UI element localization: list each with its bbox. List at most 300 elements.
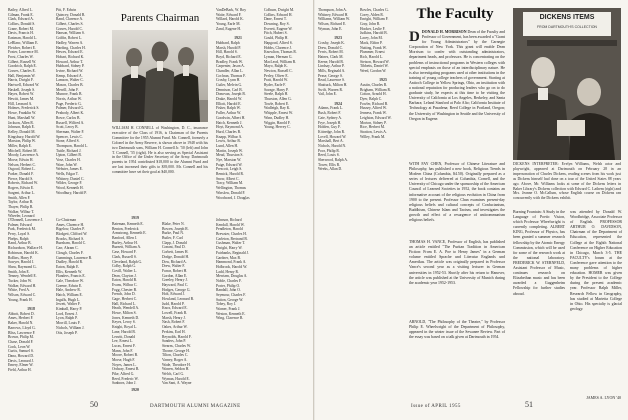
name-entry: Morse, Hugh F. bbox=[112, 357, 136, 362]
name-entry: Davis, Leonard J. bbox=[8, 358, 35, 363]
name-entry: Richardson, Wallace H. bbox=[8, 246, 43, 251]
name-entry: Stratton, Lewis A. bbox=[360, 129, 387, 134]
name-entry: Nichols, Harold N. bbox=[318, 143, 347, 148]
name-entry: Hayward, Paul C. bbox=[162, 282, 189, 287]
name-entry: Cochran, Thomas F. bbox=[216, 73, 246, 78]
name-entry: Webster, James E. bbox=[56, 167, 83, 172]
faculty-intro bbox=[409, 30, 505, 122]
name-entry: Hubbard, Sidney P. bbox=[56, 64, 85, 69]
name-entry: Wood, Kenneth H. bbox=[56, 186, 84, 191]
name-entry: Lane, Harold B. bbox=[112, 329, 136, 334]
name-entry: Hewitt, James M. bbox=[8, 97, 35, 102]
name-entry: Bailey, Alfred L. bbox=[8, 8, 33, 12]
name-entry: Wadleigh, Ray K. bbox=[264, 106, 291, 111]
name-entry: Steele, Ralph H. bbox=[264, 92, 289, 97]
dickens-caption: DICKENS INTERPRETER: Evelyn Williams, Welsh actor and playwright, appeared at Dartmouth on February 28 in an impersonation of Charles Dickens, reading scenes from his work just as Dickens himself had done on a tour of the United States 88 years ago. Above, Mr. Williams looks at some of the Dickens letters in Baker Library's Dickens collection with Edward C. Lathem (right) and Mrs. Jeanne O. McCallum, whose English course on Dickens ran concurrently with the Dickens exhibit. bbox=[513, 162, 621, 201]
year-heading: 1921 bbox=[234, 36, 242, 41]
name-entry: Phelps, Ralph bbox=[8, 236, 29, 241]
name-entry: Hobart, Richard K. bbox=[56, 54, 85, 59]
name-entry: Thorne, George H. bbox=[162, 348, 190, 353]
name-entry: Hatch, William E. bbox=[56, 293, 83, 297]
name-entry: Marsh, Henry J. bbox=[162, 315, 186, 320]
name-entry: Hale, Andrew R. bbox=[56, 288, 81, 293]
name-entry: Page, Frederic G. bbox=[56, 101, 82, 106]
faculty-paragraph-four: ARNOLD, "The Philosophy of the Theatre," by Professor Philip E. Wheelwright of the Department of Philosophy, appeared in the winter issue of the Sewanee Review. Part of the essay was based on a talk given at Dartmouth in 1954. bbox=[409, 320, 505, 340]
name-entry: Warren, Seldon H. bbox=[162, 367, 190, 372]
name-entry: Graves, Charles E. bbox=[8, 68, 36, 73]
name-entry: Ames, Herbert F. bbox=[8, 316, 34, 321]
names-column-right-1 bbox=[318, 8, 358, 172]
name-entry: Martin, Joseph W. bbox=[216, 148, 243, 153]
name-entry: Eaton, Harold B. bbox=[112, 278, 137, 283]
name-entry: Lucas, Ernest F. bbox=[112, 343, 136, 348]
right-column-one-text: Burning Fountain: A Study in the Language of Poetic Vision, which Professor Wheelwright is currently completing. ALBERT KING, Professor of Physics, has been granted a summer research fellowship by the Atomic Energy Commission, which will be used for some of the research work at the national laboratory. FREDERICK W. STERNFELD, Assistant Professor of Music, continues research on Elizabethan music and has been awarded a Guggenheim Fellowship for further studies abroad. bbox=[513, 210, 565, 296]
name-entry: Pease, George S. bbox=[318, 73, 343, 78]
names-column-right-2 bbox=[360, 8, 406, 139]
name-entry: Dow, Richard A. bbox=[162, 259, 187, 264]
name-entry: Welch, Carl G. bbox=[162, 372, 185, 376]
year-heading-1919: 1919 bbox=[131, 216, 139, 220]
name-entry: Remick, Harold R. bbox=[216, 172, 244, 177]
name-entry: Marsh, Harold P. bbox=[216, 45, 241, 50]
name-entry: Johnson, Richard bbox=[216, 218, 242, 222]
name-entry: Gilbert, Charles S. bbox=[56, 22, 84, 27]
name-entry: Bush, Robert F. bbox=[318, 111, 342, 116]
year-heading: 1918 bbox=[27, 307, 35, 312]
name-entry: Greene, Edwin E. bbox=[56, 283, 83, 288]
name-entry: Holbrook, Harold W. bbox=[216, 264, 248, 269]
faculty-paragraph-two: WITH FAY CHEN, Professor of Chinese Literature and Philosophy, has published a new book, Religious Trends in Modern China (Columbia, $4.50). Originally prepared as a series of lectures delivered at Columbia, Cornell, and the University of Chicago under the sponsorship of the American Council of Learned Societies in 1952, the book contains an informative account of the religious evolution in China from 1900 to the present. Professor Chan examines present-day religious beliefs and cultural concepts of Confucianism, Buddhism, Chinese Islam and Taoism, and investigates the growth and effect of a resurgence of anticommunism religious beliefs. bbox=[409, 162, 505, 223]
name-entry: Burke, Paul N. bbox=[162, 231, 184, 236]
name-entry: Taylor, Arthur B. bbox=[8, 200, 34, 205]
names-column-2-lower bbox=[56, 218, 104, 335]
name-entry: Emery, Elmer W. bbox=[8, 363, 34, 368]
name-entry: Frye, Joseph H. bbox=[318, 120, 342, 125]
name-entry: Foster, Lawrence M. bbox=[8, 50, 39, 55]
name-entry: Tobey, Roy J. bbox=[216, 302, 237, 307]
name-entry: French, John D. bbox=[112, 292, 136, 297]
name-entry: Downing, Roy S. bbox=[264, 22, 290, 27]
page-number-left: 50 bbox=[90, 400, 98, 409]
name-entry: Tower, Ellis R. bbox=[318, 162, 341, 167]
name-entry: Wing, Clarence B. bbox=[216, 316, 244, 321]
name-entry: Hill, Leonard A. bbox=[8, 101, 33, 106]
name-entry: Miller, Ralph E. bbox=[8, 143, 32, 148]
name-entry: Lamson, Walter C. bbox=[56, 78, 84, 83]
name-entry: Lord, Ernest J. bbox=[56, 311, 78, 316]
name-entry: Hartwell, Edward W. bbox=[8, 83, 40, 87]
name-entry: Morton, Sidney P. bbox=[360, 120, 387, 125]
name-entry: Lacey, John M. bbox=[360, 36, 383, 41]
name-entry: Ellis, Kenneth W. bbox=[56, 269, 83, 274]
name-entry: Rand, Clarence A. bbox=[56, 17, 84, 22]
signature: JAMES A. LYON '40 bbox=[586, 395, 621, 400]
name-entry: Read, Laurence S. bbox=[318, 78, 346, 83]
name-entry: Nichols, William J. bbox=[56, 325, 85, 330]
name-entry: Eastman, Harold L. bbox=[8, 36, 37, 41]
name-entry: Fletcher, Robert E. bbox=[8, 45, 36, 50]
name-entry: Thurston, Allen G. bbox=[264, 97, 292, 102]
name-entry: Warner, Frank J. bbox=[216, 307, 241, 312]
name-entry: Stearns, Charles W. bbox=[162, 343, 191, 348]
name-entry: Mack, Eldon P. bbox=[360, 40, 383, 45]
name-entry: Leighton, Edward W. bbox=[360, 115, 392, 120]
name-entry: Palmer, Edward G. bbox=[56, 106, 85, 111]
name-entry: Pratt, Harold W. bbox=[264, 78, 288, 83]
name-entry: Fitch, Hubert S. bbox=[264, 31, 288, 36]
name-entry: Waite, Edward F. bbox=[216, 12, 242, 17]
intro-heading: DONALD H. MORRISON bbox=[421, 30, 467, 34]
name-entry: Dodge, Donald H. bbox=[162, 254, 190, 259]
name-entry: Smith, Allen F. bbox=[8, 195, 31, 200]
name-entry: Bigelow, Charles P. bbox=[56, 227, 85, 232]
name-entry: Hanson, William S. bbox=[56, 31, 85, 36]
name-entry: Case, Howard F. bbox=[112, 250, 137, 255]
name-entry: Wade, Theodore H. bbox=[162, 362, 191, 367]
name-entry: Hayes, Robert W. bbox=[8, 92, 35, 97]
name-entry: Winn, Dudley H. bbox=[264, 115, 290, 120]
name-entry: Hammond, Frank A. bbox=[216, 260, 247, 265]
name-entry: Blodgett, Clifford W. bbox=[56, 232, 88, 237]
name-entry: Swift, Warren R. bbox=[318, 87, 343, 92]
name-entry: Mayo, Ralph K. bbox=[264, 64, 288, 69]
name-entry: Thompson, John A. bbox=[318, 8, 347, 12]
name-entry: Williams, William W. bbox=[318, 17, 351, 22]
name-entry: Cushman, Walter T. bbox=[216, 241, 246, 246]
name-entry: Field, Arthur H. bbox=[8, 368, 32, 372]
name-entry: Walker, Wilbur T. bbox=[8, 209, 35, 214]
name-entry: Fisher, Ralph W. bbox=[216, 106, 241, 111]
names-column-1-lower bbox=[8, 218, 54, 373]
name-entry: Marston, Philip W. bbox=[8, 139, 36, 144]
name-entry: Bradley, Frank W. bbox=[216, 59, 243, 64]
names-column-5 bbox=[216, 8, 260, 200]
dickens-banner-subtitle: FROM DARTMOUTH'S COLLECTION bbox=[537, 25, 597, 29]
name-entry: Jenness, Frank W. bbox=[360, 111, 387, 116]
name-entry: Hapgood, Alfred S. bbox=[264, 40, 293, 45]
name-entry: Enright, William F. bbox=[360, 17, 389, 22]
names-column-1 bbox=[8, 8, 54, 219]
name-entry: Rich, Harold L. bbox=[360, 54, 384, 59]
name-entry: MacLeod, William R. bbox=[264, 59, 297, 64]
name-entry: Russell, Wilfred A. bbox=[56, 120, 85, 125]
name-entry: Blake, Peter N. bbox=[162, 222, 185, 226]
names-column-4 bbox=[162, 222, 210, 386]
name-entry: Dudley, Harold R. bbox=[56, 260, 84, 265]
right-page bbox=[315, 0, 628, 420]
name-entry: Burnett, William A. bbox=[112, 245, 142, 250]
name-entry: Ingalls, Hugh L. bbox=[56, 297, 81, 302]
name-entry: Mann, John F. bbox=[112, 348, 134, 353]
name-entry: Leavitt, Donald bbox=[112, 334, 136, 339]
name-entry: Kingsbury, Harold W. bbox=[8, 134, 41, 139]
name-entry: Sargent, Arthur L. bbox=[8, 190, 35, 195]
name-entry: Griffin, Robert L. bbox=[56, 36, 83, 41]
name-entry: Munroe, Frank B. bbox=[56, 92, 83, 97]
name-entry: Clark, Russell S. bbox=[112, 254, 137, 259]
name-entry: Evans, Wilbur C. bbox=[112, 282, 138, 287]
name-entry: Weston, Kenneth E. bbox=[216, 311, 246, 316]
year-heading: 1924 bbox=[334, 101, 342, 106]
name-entry: Gage, Herbert C. bbox=[112, 297, 138, 301]
name-entry: Chandler, Allan L. bbox=[216, 68, 244, 73]
name-entry: Hunt, Marshall W. bbox=[8, 115, 36, 120]
name-entry: Chase, Donald F. bbox=[8, 339, 34, 344]
name-entry: Park, Frederick M. bbox=[8, 227, 36, 232]
name-entry: Brooks, Richard S. bbox=[56, 236, 85, 241]
name-entry: Dean, Clayton J. bbox=[112, 273, 137, 278]
name-entry: O'Donnell, Lawrence J. bbox=[8, 218, 43, 222]
name-entry: Thompson, Harold L. bbox=[56, 143, 88, 148]
name-entry: Bowles, Charles G. bbox=[360, 8, 389, 12]
name-entry: Fairbanks, Reginald J. bbox=[216, 250, 249, 255]
name-entry: Howe, Franklin W. bbox=[8, 111, 37, 116]
parents-photo bbox=[112, 30, 208, 122]
name-entry: Lyon, Ralph P. bbox=[56, 316, 78, 321]
name-entry: Ware, John W. bbox=[56, 162, 78, 167]
name-entry: Bowen, Joseph R. bbox=[162, 226, 189, 231]
name-entry: Thayer, Philip B. bbox=[8, 204, 34, 209]
name-entry: Drake, Harold W. bbox=[216, 97, 243, 102]
name-entry: Merriam, Douglas A. bbox=[216, 274, 248, 279]
name-entry: Ryder, Earle F. bbox=[264, 83, 286, 87]
name-entry: Hall, Richard L. bbox=[112, 301, 136, 306]
name-entry: Spencer, Lewis C. bbox=[56, 134, 83, 139]
name-entry: Dyer, Ralph C. bbox=[360, 97, 383, 102]
year-heading: 1923 bbox=[334, 36, 342, 41]
name-entry: Cook, Leon W. bbox=[8, 344, 31, 349]
name-entry: Parker, Donald F. bbox=[8, 172, 34, 177]
name-entry: Adams, Frank L. bbox=[318, 106, 343, 111]
name-entry: Clark, Edward A. bbox=[8, 17, 34, 22]
name-entry: Hodges, George G. bbox=[162, 287, 191, 292]
name-entry: Sherman, Walter F. bbox=[56, 129, 85, 134]
name-entry: Dwight, Harry W. bbox=[216, 246, 243, 251]
name-entry: Holden, Guy F. bbox=[318, 125, 341, 130]
name-entry: Noble, Charles F. bbox=[216, 278, 242, 283]
name-entry: Noyes, James L. bbox=[112, 362, 137, 367]
name-entry: Marshall, Bert A. bbox=[318, 139, 344, 144]
name-entry: Perley, Oliver E. bbox=[264, 73, 289, 78]
name-entry: Woodward, J. Douglas bbox=[216, 195, 250, 200]
name-entry: Cotton, Arnold H. bbox=[360, 92, 387, 97]
name-entry: Roberts, Richard W. bbox=[8, 181, 38, 186]
name-entry: Gray, John R. bbox=[360, 22, 381, 27]
name-entry: Snow, Albert C. bbox=[216, 176, 240, 181]
name-entry: Tibbetts, Daniel W. bbox=[360, 64, 389, 69]
name-entry: Pendleton, Harold bbox=[216, 227, 243, 232]
name-entry: Conant, Paul D. bbox=[162, 245, 186, 250]
name-entry: Gilbert, Russell W. bbox=[8, 59, 37, 64]
name-entry: Van Sant, A. Wayne bbox=[162, 381, 192, 386]
name-entry: Young, Hervey C. bbox=[264, 125, 291, 130]
name-entry: Greeley, Henry J. bbox=[162, 278, 188, 283]
name-entry: Wheeler, Leonard bbox=[8, 214, 35, 219]
name-entry: Kimball, Harry P. bbox=[56, 307, 83, 312]
name-entry: Sherwood, Ralph A. bbox=[318, 158, 348, 162]
name-entry: Lewis, Arthur B. bbox=[216, 139, 241, 144]
parents-chairman-title: Parents Chairman bbox=[120, 12, 200, 24]
footer-right: Issue of APRIL 1955 bbox=[411, 404, 461, 409]
name-entry: Armstrong, Kenneth E. bbox=[112, 231, 147, 236]
name-entry: Weeks, Allan D. bbox=[318, 167, 343, 172]
year-heading: 1925 bbox=[379, 78, 387, 83]
name-entry: Robinson, Harold K. bbox=[8, 250, 39, 255]
name-entry: Johnson, Ralph E. bbox=[8, 125, 35, 130]
name-entry: Goodwin, Albert H. bbox=[216, 115, 246, 120]
name-entry: Curtis, Samuel S. bbox=[8, 349, 34, 354]
dickens-photo-image bbox=[513, 8, 621, 160]
name-entry: Gardner, Max B. bbox=[216, 255, 241, 260]
name-entry: Woodbury, Harold P. bbox=[56, 190, 87, 195]
name-entry: Peabody, Albert K. bbox=[56, 111, 85, 116]
name-entry: Morrill, Louis F. bbox=[56, 321, 81, 326]
name-entry: Sanders, John P. bbox=[162, 339, 186, 344]
name-entry: Wyman, Harold E. bbox=[162, 376, 190, 381]
name-entry: Reynolds, Harold F. bbox=[162, 334, 192, 339]
name-entry: White, Fred A. bbox=[8, 288, 30, 293]
name-entry: Haskell, Joseph S. bbox=[8, 87, 36, 92]
name-entry: Paige, Edward W. bbox=[216, 162, 243, 167]
name-entry: Lee, Ernest L. bbox=[112, 339, 133, 344]
name-entry: Abbott, Robert D. bbox=[8, 311, 35, 316]
name-entry: Vail, John E. bbox=[318, 92, 337, 97]
name-entry: Harding, Charles H. bbox=[56, 45, 86, 50]
name-entry: Dana, Howard D. bbox=[8, 353, 35, 358]
name-entry: Reed, Louis S. bbox=[318, 153, 340, 158]
name-entry: Burley, Arthur H. bbox=[112, 240, 138, 245]
name-entry: Cutler, Melvin G. bbox=[216, 83, 243, 87]
name-entry: Hooker, Leslie F. bbox=[360, 26, 386, 31]
name-entry: Moody, Lawrence A. bbox=[8, 153, 40, 158]
name-entry: Goodrich, Ralph E. bbox=[8, 64, 37, 69]
name-entry: Gould, Philip H. bbox=[264, 36, 289, 41]
name-entry: Jewett, Walter F. bbox=[56, 302, 81, 307]
name-entry: Knight, Royal L. bbox=[112, 325, 137, 330]
name-entry: Fogg, Chester B. bbox=[112, 287, 137, 292]
name-entry: VanDeBark, W. Roy bbox=[216, 8, 247, 12]
name-entry: Hobbs, Clarence J. bbox=[264, 45, 292, 50]
name-entry: Howard, Arthur T. bbox=[56, 59, 84, 64]
name-entry: Cleveland, Ralph G. bbox=[112, 259, 143, 264]
name-entry: Tucker, John W. bbox=[8, 278, 32, 283]
name-entry: Gilman, Frank E. bbox=[8, 12, 34, 17]
name-entry: Benton, Frederick bbox=[112, 226, 139, 231]
name-entry: Walker, Edward H. bbox=[8, 283, 37, 288]
name-entry: Knox, Edward E. bbox=[162, 306, 188, 311]
name-entry: Farrar, Robert H. bbox=[162, 268, 188, 273]
name-entry: Oakes, Arthur W. bbox=[162, 325, 188, 330]
name-entry: Ordway, Ernest B. bbox=[112, 367, 140, 372]
name-entry: Morse, Edwin H. bbox=[8, 158, 34, 162]
name-entry: Pitt, F. Edwin bbox=[56, 8, 77, 12]
name-entry: Plummer, Ernest bbox=[360, 50, 385, 55]
name-entry: Graves, Harold C. bbox=[56, 26, 83, 31]
name-entry: Rand, Arthur B. bbox=[8, 241, 32, 246]
name-entry: Judd, Harold P. bbox=[162, 301, 185, 306]
name-entry: Prescott, Leigh S. bbox=[216, 167, 243, 172]
name-entry: Lund, Allen H. bbox=[216, 143, 239, 148]
page-number-right: 51 bbox=[525, 400, 533, 409]
name-entry: Towle, Robert E. bbox=[264, 101, 290, 106]
right-column-two-text: was attended by Donald W. Woodbridge, Associate Professor of English. PROFESSOR ARTHUR O. DAVIDSON, Chairman of the Department of Education, represented the College at the Eighth National Conference on Higher Education in Chicago, March 3-5. THE FACULTY's forum at the Conference gave attention to the many problems of higher education. HOMER was given by the President to the College during the present academic year. Professor Ralph Miller, Research Fellow in Geography, has studied at Marietta College in Ohio. His specialty is glacial geology. bbox=[570, 210, 622, 311]
name-entry: Jackson, Allen R. bbox=[8, 120, 34, 125]
name-entry: Crane, Robert M. bbox=[8, 26, 34, 31]
name-entry: Wilson, Richard E. bbox=[318, 22, 347, 27]
name-entry: Corbett, James H. bbox=[162, 250, 189, 255]
name-entry: Young, Frank H. bbox=[8, 297, 33, 302]
name-entry: Collins, Donald S. bbox=[8, 22, 36, 27]
name-entry: Mason, Charles B. bbox=[56, 83, 84, 87]
name-entry: Kendall, Harold W. bbox=[216, 222, 245, 227]
name-entry: Sawyer, Harold J. bbox=[8, 260, 35, 265]
name-entry: Lowell, Frank R. bbox=[162, 311, 188, 316]
name-entry: Cummings, Laurence B. bbox=[56, 255, 93, 260]
name-entry: Boyd, Richard E. bbox=[216, 54, 242, 59]
name-entry: Frost, Charles W. bbox=[8, 54, 34, 59]
name-entry: Pierce, Harold S. bbox=[8, 176, 34, 181]
name-entry: Carpenter, Jason A. bbox=[216, 64, 245, 69]
name-entry: Baker, Harold N. bbox=[8, 321, 34, 326]
name-entry: Palmer, Edward bbox=[8, 222, 32, 227]
name-entry: Poor, Philip R. bbox=[318, 148, 340, 153]
name-entry: Lovell, Howard W. bbox=[318, 134, 347, 139]
name-entry: Weed, Gordon W. bbox=[360, 68, 387, 73]
name-entry: Corey, Alden R. bbox=[360, 12, 384, 17]
name-entry: Ames, Clarence H. bbox=[56, 222, 85, 227]
name-entry: Willard, Harold K. bbox=[216, 17, 244, 22]
name-entry: Clough, Charles F. bbox=[56, 250, 84, 255]
name-entry: Holt, Edward J. bbox=[162, 292, 186, 297]
name-entry: Rowe, Carlos B. bbox=[56, 115, 81, 120]
name-entry: Crosby, Lynn H. bbox=[216, 78, 241, 83]
name-entry: Scott, Leroy B. bbox=[56, 125, 79, 130]
dropcap-letter: D bbox=[409, 29, 420, 45]
name-entry: Hadley, Warren A. bbox=[56, 40, 84, 45]
name-entry: Nye, Marston W. bbox=[216, 158, 242, 162]
name-entry: Brown, Philip M. bbox=[8, 335, 34, 340]
name-entry: Norris, Arthur W. bbox=[56, 97, 82, 102]
name-entry: Young, Earle M. bbox=[216, 22, 241, 27]
name-entry: Winslow, Donald F. bbox=[216, 190, 246, 195]
name-entry: Reed, Frederic W. bbox=[112, 376, 139, 381]
name-entry: Drew, Donald C. bbox=[318, 45, 343, 50]
name-entry: Kelley, Donald M. bbox=[8, 129, 36, 134]
name-entry: Perkins, Earl H. bbox=[162, 329, 186, 334]
name-entry: Whitney, Edward H. bbox=[318, 12, 349, 17]
name-entry: Upton, Gilbert B. bbox=[56, 153, 82, 158]
name-entry: Hill, Harold S. bbox=[216, 50, 238, 55]
name-entry: Whipple, Ernest W. bbox=[264, 111, 293, 116]
name-entry: LeBlanc, William E. bbox=[8, 40, 39, 45]
name-entry: Wells, Edgar T. bbox=[56, 172, 79, 177]
name-entry: Rice, Herbert M. bbox=[360, 125, 385, 130]
name-entry: Pike, Alfred G. bbox=[112, 372, 135, 376]
faculty-paragraph-three: THOMAS H. VANCE, Professor of English, has published an article entitled "The Puritan Tradition in American Fiction: From E. A. Poe to Henry James" in a German volume entitled Sprache und Literatur Englands und Amerikas. The article was originally prepared in Professor Vance's second year as a visiting lecturer in German universities in 1952-53. Shortly after his return to Hanover, the article was published at the University of Munich during the academic year 1952-1953. bbox=[409, 240, 505, 285]
name-entry: Carr, Abram C. bbox=[56, 246, 79, 251]
name-entry: Butler, F. Carl bbox=[162, 236, 183, 241]
name-entry: Hubbard, Ralph bbox=[216, 40, 240, 45]
intro-text: Dean of the Faculty and Professor of Government, has been awarded a "Grant for Young Administrators" by the Carnegie Corporation of New York. This grant will enable Dean Morrison to confer with outstanding administrators, department heads, and professors. He is concentrating on the problems of instructional programs in Western colleges with special emphasis on those of an interdisciplinary nature. He is also investigating programs used at other institutions in the training of young college teachers of government. Starting at Antioch College in Yellow Springs, Ohio, an institution with a national reputation for producing leaders who go on to do graduate study, he expects at this time to be visiting the University of California at Los Angeles, Berkeley, and Santa Barbara; Leland Stanford at Palo Alto; California Institute of Technology at Pasadena; Reed College in Portland, Oregon; the University of Washington in Seattle and the University of Oregon in Eugene. bbox=[409, 30, 505, 121]
footer-left: DARTMOUTH ALUMNI MAGAZINE bbox=[150, 404, 241, 409]
name-entry: Tuttle, Richard J. bbox=[56, 148, 82, 153]
name-entry: Newton, Russell C. bbox=[264, 68, 293, 73]
name-entry: Colby, Ralph G. bbox=[112, 264, 136, 269]
name-entry: Harris, Dwight F. bbox=[8, 78, 34, 83]
name-entry: Kemp, Edward A. bbox=[56, 73, 83, 78]
name-entry: Knapp, Wilbur A. bbox=[216, 134, 243, 139]
name-entry: Kittredge, John R. bbox=[318, 129, 346, 134]
